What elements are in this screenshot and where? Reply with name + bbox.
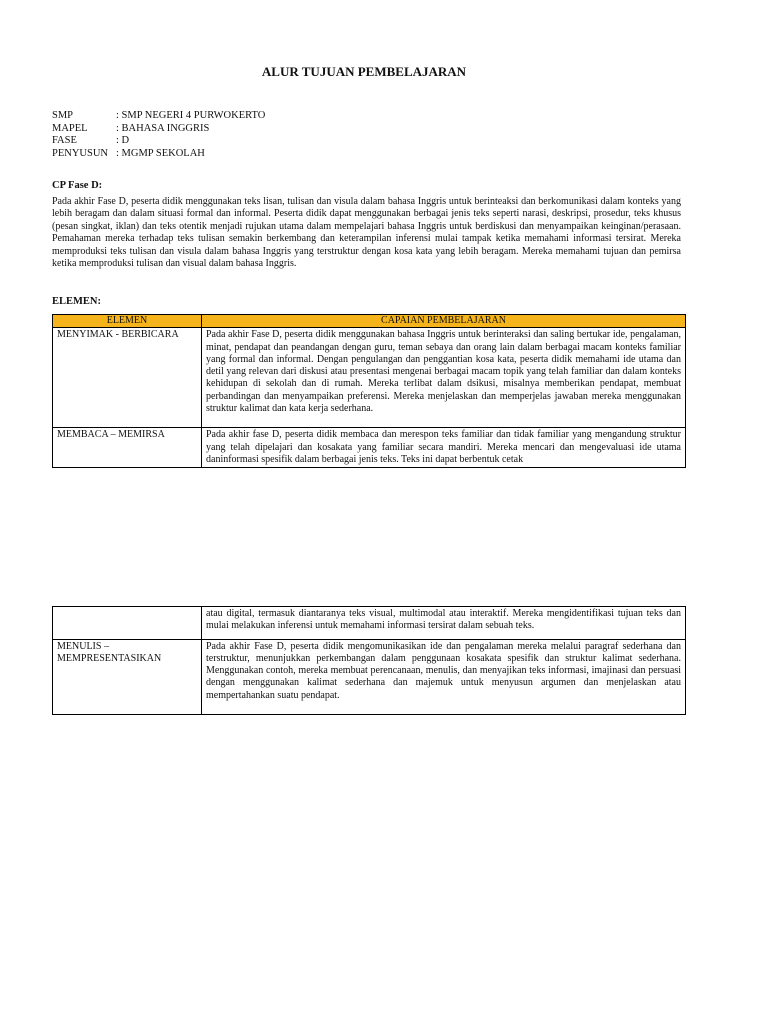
elemen-heading: ELEMEN: [52,296,102,307]
meta-value: : MGMP SEKOLAH [116,147,205,159]
meta-value: : BAHASA INGGRIS [116,122,210,134]
meta-key: PENYUSUN [52,147,109,159]
column-header-elemen: ELEMEN [53,315,202,328]
page-title: ALUR TUJUAN PEMBELAJARAN [261,64,467,79]
meta-key: FASE [52,135,77,147]
table-header-row [53,315,686,328]
table-row [53,328,686,428]
capaian-cell: atau digital, termasuk diantaranya teks visual, multimodal atau interaktif. Mereka mengidentifikasi tujuan teks dan mulai melakukan inferensi untuk memahami informasi tersirat dalam sebuah teks. [202,607,686,640]
elemen-cell: MENULIS – MEMPRESENTASIKAN [53,639,202,714]
elemen-table [52,314,686,468]
meta-value: : D [116,135,130,147]
meta-row-subject [52,123,265,136]
capaian-cell [202,428,686,468]
table-row [53,428,686,468]
cp-paragraph: Pada akhir Fase D, peserta didik menggunakan teks lisan, tulisan dan visula dalam bahasa Inggris untuk berinteaksi dan berkomunikasi dalam konteks yang lebih beragam dan dalam situasi formal dan informal. Peserta didik dapat menggunakan berbagai jenis teks seperti narasi, deskripsi, prosedur, teks khusus (pesan singkat, iklan) dan teks otentik menjadi rujukan utama dalam mempelajari bahasa Inggris untuk berdiskusi dan menyampaikan keinginan/perasaan. Pemahaman mereka terhadap teks tulisan semakin berkembang dan keterampilan inferensi mulai tampak ketika memahami informasi tersirat. Mereka memproduksi teks tulisan dan visula dalam bahasa Inggris yang terstruktur dengan kosa kata yang lebih beragam. Mereka memahami tujuan dan pemirsa ketika memproduksi tulisan dan visual dalam bahasa Inggris. [52,196,681,270]
elemen-cell [53,607,202,640]
capaian-cell: Pada akhir Fase D, peserta didik mengomunikasikan ide dan pengalaman mereka melalui paragraf sederhana dan terstruktur, menunjukkan perkembangan dalam penggunaan kosakata spesifik dan struktur kalimat sederhana. Menggunakan contoh, mereka membuat perencanaan, menulis, dan menyajikan teks informasi, imajinasi dan persuasi dengan menggunakan kalimat sederhana dan majemuk untuk menyusun argumen dan menjelaskan atau mempertahankan suatu pendapat. [202,639,686,714]
meta-row-phase [52,135,265,148]
table-row [53,639,686,714]
meta-row-school [52,110,265,123]
meta-key: SMP [52,110,74,121]
meta-key: MAPEL [52,122,88,134]
meta-value: : SMP NEGERI 4 PURWOKERTO [116,110,266,121]
capaian-cell: Pada akhir Fase D, peserta didik menggunakan bahasa Inggris untuk berinteraksi dan saling bertukar ide, pengalaman, minat, pendapat dan peandangan dengan guru, teman sebaya dan orang lain dalam berbagai macam konteks familiar yang formal dan informal. Dengan pengulangan dan penggantian kosa kata, peserta didik memahami ide utama dan detil yang relevan dari diskusi atau presentasi mengenai berbagai macam topik yang telah familiar dan dalam konteks kehidupan di sekolah dan di rumah. Mereka terlibat dalam dsikusi, misalnya memberikan pendapat, membuat perbandingan dan menyampaikan preferensi. Mereka menjelaskan dan memperjelas jawaban mereka menggunakan struktur kalimat dan kata kerja sederhana. [202,328,686,428]
meta-block [52,110,265,160]
elemen-cell: MENYIMAK - BERBICARA [53,328,202,428]
table-row [53,607,686,640]
column-header-capaian: CAPAIAN PEMBELAJARAN [202,315,686,328]
cp-heading: CP Fase D: [52,180,103,191]
meta-row-author [52,148,265,161]
elemen-table-continued [52,606,686,715]
elemen-cell: MEMBACA – MEMIRSA [53,428,202,468]
capaian-cell-text: Pada akhir fase D, peserta didik membaca dan merespon teks familiar dan tidak familiar yang mengandung struktur yang telah dipelajari dan kosakata yang familiar secara mandiri. Mereka mencari dan mengevaluasi ide utama daninformasi spesifik dalam berbagai jenis teks. Teks ini dapat berbentuk cetak [206,429,681,465]
